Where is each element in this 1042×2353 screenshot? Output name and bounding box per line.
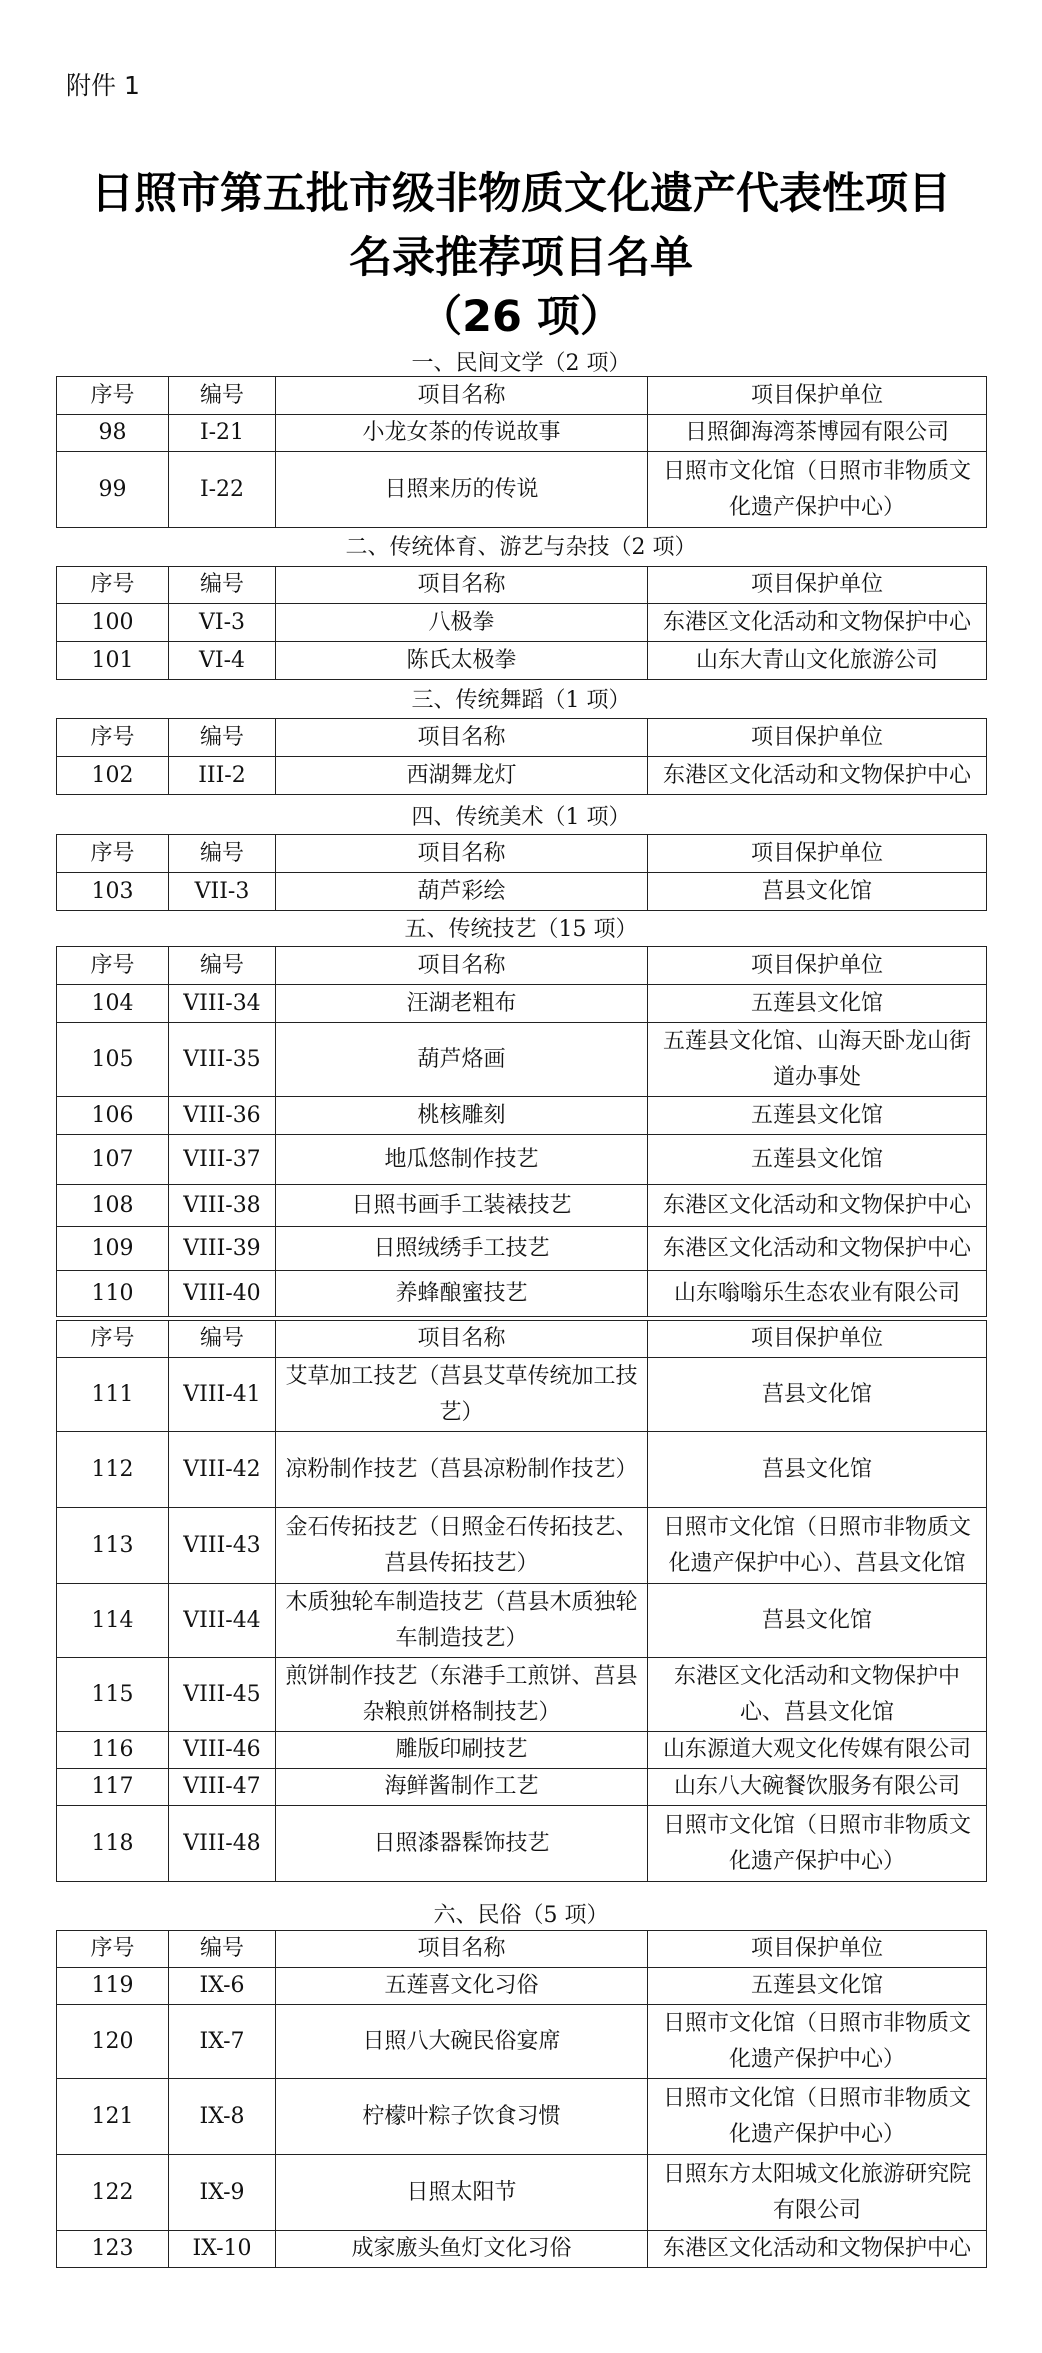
table-row bbox=[57, 415, 987, 452]
protection-unit: 日照御海湾茶博园有限公司 bbox=[648, 415, 987, 452]
protection-unit: 日照市文化馆（日照市非物质文化遗产保护中心） bbox=[648, 2005, 987, 2079]
section-title: 三、传统舞蹈（1 项） bbox=[411, 688, 631, 713]
project-code: VI-4 bbox=[169, 642, 276, 680]
table-header-row bbox=[57, 1931, 987, 1968]
serial-number: 118 bbox=[57, 1806, 169, 1882]
project-code: VIII-44 bbox=[169, 1584, 276, 1658]
protection-unit-header: 项目保护单位 bbox=[648, 947, 987, 985]
project-name: 陈氏太极拳 bbox=[276, 642, 648, 680]
section-title: 一、民间文学（2 项） bbox=[411, 351, 631, 376]
protection-unit: 莒县文化馆 bbox=[648, 1358, 987, 1432]
table-row bbox=[57, 2079, 987, 2155]
serial-number: 104 bbox=[57, 985, 169, 1023]
protection-unit: 五莲县文化馆、山海天卧龙山街道办事处 bbox=[648, 1023, 987, 1097]
protection-unit-header: 项目保护单位 bbox=[648, 567, 987, 604]
serial-number: 98 bbox=[57, 415, 169, 452]
table-row bbox=[57, 2005, 987, 2079]
document-title: 日照市第五批市级非物质文化遗产代表性项目 bbox=[91, 169, 951, 219]
serial-number: 123 bbox=[57, 2231, 169, 2268]
project-code: IX-6 bbox=[169, 1968, 276, 2005]
project-name: 桃核雕刻 bbox=[276, 1097, 648, 1135]
table-row bbox=[57, 1135, 987, 1185]
table-row bbox=[57, 1968, 987, 2005]
protection-unit: 山东八大碗餐饮服务有限公司 bbox=[648, 1769, 987, 1806]
serial-header: 序号 bbox=[57, 567, 169, 604]
protection-unit: 山东嗡嗡乐生态农业有限公司 bbox=[648, 1271, 987, 1317]
serial-number: 100 bbox=[57, 604, 169, 642]
table-row bbox=[57, 1432, 987, 1508]
protection-unit-header: 项目保护单位 bbox=[648, 1931, 987, 1968]
project-code: VII-3 bbox=[169, 873, 276, 911]
project-code: VIII-35 bbox=[169, 1023, 276, 1097]
project-code: VIII-39 bbox=[169, 1227, 276, 1271]
project-code: IX-8 bbox=[169, 2079, 276, 2155]
table-row bbox=[57, 604, 987, 642]
table-row bbox=[57, 1584, 987, 1658]
code-header: 编号 bbox=[169, 1321, 276, 1358]
serial-number: 122 bbox=[57, 2155, 169, 2231]
project-name: 葫芦彩绘 bbox=[276, 873, 648, 911]
project-code: I-21 bbox=[169, 415, 276, 452]
project-name: 葫芦烙画 bbox=[276, 1023, 648, 1097]
table-row bbox=[57, 1658, 987, 1732]
document-title-line2: 名录推荐项目名单 bbox=[349, 233, 693, 283]
table-header-row bbox=[57, 567, 987, 604]
project-name: 养蜂酿蜜技艺 bbox=[276, 1271, 648, 1317]
table-row bbox=[57, 1185, 987, 1227]
project-name-header: 项目名称 bbox=[276, 1321, 648, 1358]
project-name-header: 项目名称 bbox=[276, 1931, 648, 1968]
protection-unit-header: 项目保护单位 bbox=[648, 719, 987, 757]
project-table bbox=[56, 1320, 987, 1882]
serial-header: 序号 bbox=[57, 719, 169, 757]
project-name: 日照太阳节 bbox=[276, 2155, 648, 2231]
project-name: 地瓜悠制作技艺 bbox=[276, 1135, 648, 1185]
table-row bbox=[57, 1769, 987, 1806]
serial-number: 112 bbox=[57, 1432, 169, 1508]
project-name: 凉粉制作技艺（莒县凉粉制作技艺） bbox=[276, 1432, 648, 1508]
serial-number: 114 bbox=[57, 1584, 169, 1658]
protection-unit: 五莲县文化馆 bbox=[648, 1968, 987, 2005]
project-name: 雕版印刷技艺 bbox=[276, 1732, 648, 1769]
project-name: 成家廒头鱼灯文化习俗 bbox=[276, 2231, 648, 2268]
project-code: VI-3 bbox=[169, 604, 276, 642]
project-code: VIII-43 bbox=[169, 1508, 276, 1584]
project-code: IX-7 bbox=[169, 2005, 276, 2079]
serial-header: 序号 bbox=[57, 835, 169, 873]
table-header-row bbox=[57, 1321, 987, 1358]
table-row bbox=[57, 1271, 987, 1317]
section-title: 六、民俗（5 项） bbox=[433, 1903, 609, 1928]
table-row bbox=[57, 452, 987, 528]
table-row bbox=[57, 1358, 987, 1432]
table-row bbox=[57, 2155, 987, 2231]
code-header: 编号 bbox=[169, 835, 276, 873]
project-name: 煎饼制作技艺（东港手工煎饼、莒县杂粮煎饼格制技艺） bbox=[276, 1658, 648, 1732]
project-code: VIII-34 bbox=[169, 985, 276, 1023]
table-row bbox=[57, 642, 987, 680]
serial-number: 113 bbox=[57, 1508, 169, 1584]
project-code: VIII-42 bbox=[169, 1432, 276, 1508]
project-name-header: 项目名称 bbox=[276, 835, 648, 873]
serial-number: 111 bbox=[57, 1358, 169, 1432]
code-header: 编号 bbox=[169, 1931, 276, 1968]
table-header-row bbox=[57, 835, 987, 873]
project-name: 木质独轮车制造技艺（莒县木质独轮车制造技艺） bbox=[276, 1584, 648, 1658]
code-header: 编号 bbox=[169, 377, 276, 415]
serial-number: 108 bbox=[57, 1185, 169, 1227]
protection-unit: 日照东方太阳城文化旅游研究院有限公司 bbox=[648, 2155, 987, 2231]
protection-unit: 五莲县文化馆 bbox=[648, 1097, 987, 1135]
project-code: VIII-41 bbox=[169, 1358, 276, 1432]
serial-header: 序号 bbox=[57, 377, 169, 415]
code-header: 编号 bbox=[169, 947, 276, 985]
project-code: VIII-47 bbox=[169, 1769, 276, 1806]
section-title: 二、传统体育、游艺与杂技（2 项） bbox=[345, 535, 697, 560]
protection-unit: 山东源道大观文化传媒有限公司 bbox=[648, 1732, 987, 1769]
serial-header: 序号 bbox=[57, 1321, 169, 1358]
item-count: （26 项） bbox=[419, 292, 623, 342]
project-code: VIII-45 bbox=[169, 1658, 276, 1732]
serial-number: 109 bbox=[57, 1227, 169, 1271]
serial-number: 103 bbox=[57, 873, 169, 911]
serial-number: 120 bbox=[57, 2005, 169, 2079]
project-name: 小龙女茶的传说故事 bbox=[276, 415, 648, 452]
serial-number: 119 bbox=[57, 1968, 169, 2005]
protection-unit: 莒县文化馆 bbox=[648, 873, 987, 911]
project-name-header: 项目名称 bbox=[276, 719, 648, 757]
project-name: 柠檬叶粽子饮食习惯 bbox=[276, 2079, 648, 2155]
table-row bbox=[57, 757, 987, 795]
project-code: VIII-37 bbox=[169, 1135, 276, 1185]
code-header: 编号 bbox=[169, 567, 276, 604]
project-table bbox=[56, 718, 987, 795]
project-name-header: 项目名称 bbox=[276, 947, 648, 985]
serial-number: 121 bbox=[57, 2079, 169, 2155]
protection-unit: 东港区文化活动和文物保护中心 bbox=[648, 604, 987, 642]
project-table bbox=[56, 834, 987, 911]
project-name-header: 项目名称 bbox=[276, 377, 648, 415]
protection-unit: 五莲县文化馆 bbox=[648, 985, 987, 1023]
section-title: 五、传统技艺（15 项） bbox=[404, 917, 638, 942]
protection-unit: 东港区文化活动和文物保护中心、莒县文化馆 bbox=[648, 1658, 987, 1732]
serial-number: 107 bbox=[57, 1135, 169, 1185]
protection-unit: 五莲县文化馆 bbox=[648, 1135, 987, 1185]
project-name: 八极拳 bbox=[276, 604, 648, 642]
project-table bbox=[56, 1930, 987, 2268]
project-code: VIII-36 bbox=[169, 1097, 276, 1135]
protection-unit-header: 项目保护单位 bbox=[648, 835, 987, 873]
protection-unit: 东港区文化活动和文物保护中心 bbox=[648, 2231, 987, 2268]
project-table bbox=[56, 376, 987, 528]
protection-unit: 莒县文化馆 bbox=[648, 1432, 987, 1508]
serial-number: 105 bbox=[57, 1023, 169, 1097]
protection-unit-header: 项目保护单位 bbox=[648, 377, 987, 415]
protection-unit: 日照市文化馆（日照市非物质文化遗产保护中心） bbox=[648, 452, 987, 528]
serial-number: 106 bbox=[57, 1097, 169, 1135]
serial-number: 115 bbox=[57, 1658, 169, 1732]
protection-unit-header: 项目保护单位 bbox=[648, 1321, 987, 1358]
serial-number: 117 bbox=[57, 1769, 169, 1806]
protection-unit: 东港区文化活动和文物保护中心 bbox=[648, 757, 987, 795]
table-row bbox=[57, 1023, 987, 1097]
project-name: 日照绒绣手工技艺 bbox=[276, 1227, 648, 1271]
protection-unit: 日照市文化馆（日照市非物质文化遗产保护中心） bbox=[648, 2079, 987, 2155]
project-name: 日照书画手工装裱技艺 bbox=[276, 1185, 648, 1227]
section-title: 四、传统美术（1 项） bbox=[411, 805, 631, 830]
project-code: IX-10 bbox=[169, 2231, 276, 2268]
serial-number: 99 bbox=[57, 452, 169, 528]
project-name-header: 项目名称 bbox=[276, 567, 648, 604]
project-table bbox=[56, 946, 987, 1317]
table-row bbox=[57, 1097, 987, 1135]
protection-unit: 莒县文化馆 bbox=[648, 1584, 987, 1658]
table-row bbox=[57, 985, 987, 1023]
project-name: 日照漆器髹饰技艺 bbox=[276, 1806, 648, 1882]
project-code: IX-9 bbox=[169, 2155, 276, 2231]
attachment-label: 附件 1 bbox=[66, 71, 140, 100]
protection-unit: 日照市文化馆（日照市非物质文化遗产保护中心）、莒县文化馆 bbox=[648, 1508, 987, 1584]
project-code: VIII-46 bbox=[169, 1732, 276, 1769]
project-name: 五莲喜文化习俗 bbox=[276, 1968, 648, 2005]
serial-number: 110 bbox=[57, 1271, 169, 1317]
project-code: VIII-38 bbox=[169, 1185, 276, 1227]
project-code: III-2 bbox=[169, 757, 276, 795]
project-name: 日照八大碗民俗宴席 bbox=[276, 2005, 648, 2079]
project-name: 汪湖老粗布 bbox=[276, 985, 648, 1023]
serial-number: 116 bbox=[57, 1732, 169, 1769]
table-row bbox=[57, 1508, 987, 1584]
project-name: 艾草加工技艺（莒县艾草传统加工技艺） bbox=[276, 1358, 648, 1432]
table-row bbox=[57, 873, 987, 911]
project-code: VIII-48 bbox=[169, 1806, 276, 1882]
table-row bbox=[57, 1732, 987, 1769]
project-name: 金石传拓技艺（日照金石传拓技艺、莒县传拓技艺） bbox=[276, 1508, 648, 1584]
table-row bbox=[57, 1806, 987, 1882]
serial-number: 102 bbox=[57, 757, 169, 795]
project-code: I-22 bbox=[169, 452, 276, 528]
project-code: VIII-40 bbox=[169, 1271, 276, 1317]
serial-header: 序号 bbox=[57, 947, 169, 985]
serial-number: 101 bbox=[57, 642, 169, 680]
project-table bbox=[56, 566, 987, 680]
table-header-row bbox=[57, 719, 987, 757]
protection-unit: 日照市文化馆（日照市非物质文化遗产保护中心） bbox=[648, 1806, 987, 1882]
protection-unit: 山东大青山文化旅游公司 bbox=[648, 642, 987, 680]
project-name: 西湖舞龙灯 bbox=[276, 757, 648, 795]
protection-unit: 东港区文化活动和文物保护中心 bbox=[648, 1227, 987, 1271]
table-header-row bbox=[57, 947, 987, 985]
table-row bbox=[57, 1227, 987, 1271]
project-name: 日照来历的传说 bbox=[276, 452, 648, 528]
code-header: 编号 bbox=[169, 719, 276, 757]
table-header-row bbox=[57, 377, 987, 415]
protection-unit: 东港区文化活动和文物保护中心 bbox=[648, 1185, 987, 1227]
project-name: 海鲜酱制作工艺 bbox=[276, 1769, 648, 1806]
serial-header: 序号 bbox=[57, 1931, 169, 1968]
table-row bbox=[57, 2231, 987, 2268]
